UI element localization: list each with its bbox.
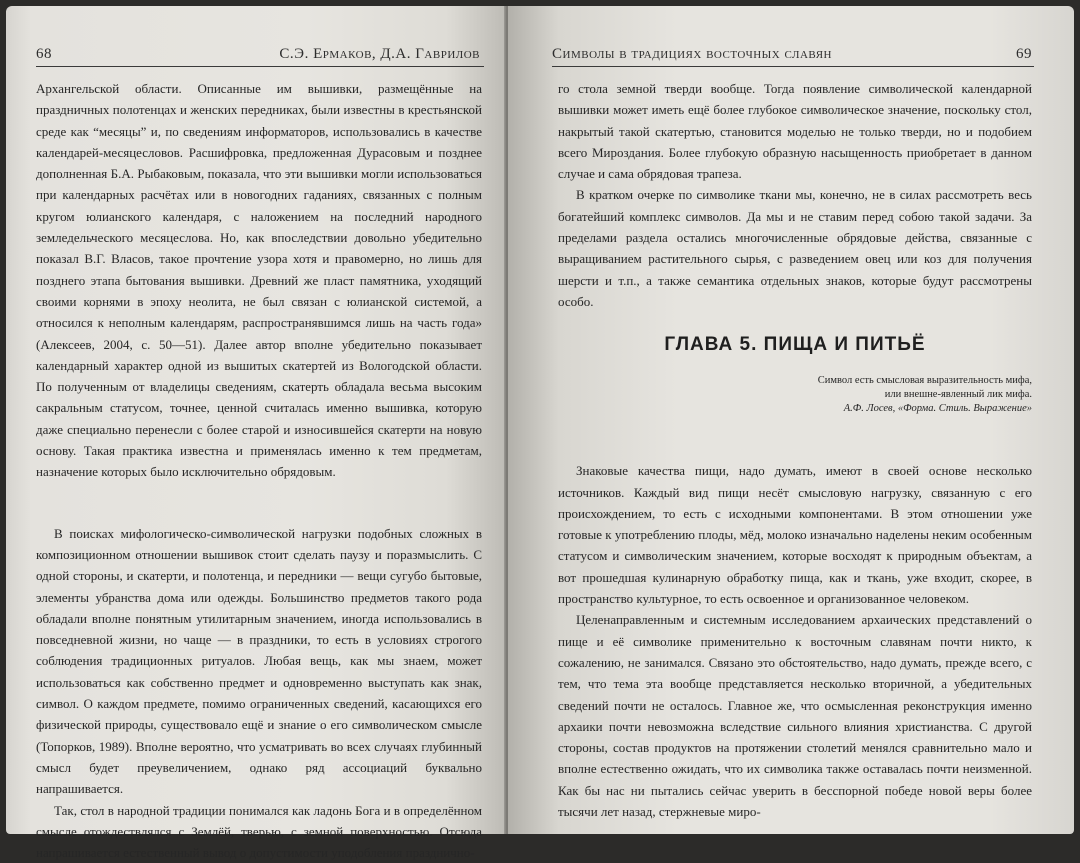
epigraph-source: А.Ф. Лосев, «Форма. Стиль. Выражение»: [558, 402, 1032, 416]
page-number-left: 68: [36, 46, 52, 63]
right-paragraph-1: го стола земной тверди вообще. Тогда появление символической календарной вышивки может иметь ещё более глубокое символическое значение, поскольку стол, накрытый такой скатертью, становится моделью не только тверди, но и подобием всего Мироздания. Более глубокую образную насыщенность приобретает в данном случае и сама обрядовая трапеза.: [558, 78, 1032, 184]
paragraph-gap: [36, 483, 482, 523]
header-rule-right: [552, 66, 1034, 67]
right-page: [508, 6, 1074, 834]
left-paragraph-2: В поисках мифологическо-символической нагрузки подобных сложных в композиционном отношении вышивок стоит сделать паузу и поразмыслить. С одной стороны, и скатерти, и полотенца, и передники — вещи сугубо бытовые, элементы убранства дома или одежды. Большинство предметов такого рода обладали вполне понятным утилитарным значением, иногда использовались в повседневной жизни, но чаще — в праздники, то есть в условиях строгого соблюдения традиционных ритуалов. Любая вещь, как мы знаем, может использоваться как собственно предмет и одновременно выступать как знак, символ. О каждом предмете, помимо ограниченных сведений, касающихся его физической природы, существовало ещё и знание о его символическом смысле (Топорков, 1989). Вполне вероятно, что усматривать во всех случаях глубинный смысл будет преувеличением, однако ряд ассоциаций буквально напрашивается.: [36, 523, 482, 800]
epigraph-line-1: Символ есть смысловая выразительность мифа,: [558, 374, 1032, 388]
page-number-right: 69: [1016, 46, 1032, 63]
right-text-block: [558, 78, 1032, 822]
left-paragraph-3: Так, стол в народной традиции понимался как ладонь Бога и в определённом смысле отождествлялся с Землёй, тверью, с земной поверхностью. Отсюда напрашивается естественный вывод о допустимости уподобления празднично-: [36, 800, 482, 863]
epigraph: [558, 374, 1032, 416]
right-paragraph-2: В кратком очерке по символике ткани мы, конечно, не в силах рассмотреть весь богатейший комплекс символов. Да мы и не ставим перед собою такой задачи. За пределами раздела остались многочисленные обрядовые действа, связанные с выращиванием растительного сырья, с разведением овец или коз для получения шерсти и т.п., а также семантика отдельных знаков, которые будут рассмотрены особо.: [558, 184, 1032, 312]
running-head-title: Символы в традициях восточных славян: [552, 46, 832, 63]
chapter-title: ГЛАВА 5. ПИЩА И ПИТЬЁ: [558, 334, 1032, 356]
epigraph-line-2: или внешне-явленный лик мифа.: [558, 388, 1032, 402]
running-head-authors: С.Э. Ермаков, Д.А. Гаврилов: [279, 46, 480, 63]
right-paragraph-4: Целенаправленным и системным исследованием архаических представлений о пище и её символике применительно к восточным славянам почти никто, к сожалению, не занимался. Связано это обстоятельство, надо думать, прежде всего, с тем, что тема эта вообще представляется несколько вторичной, а убедительных сведений почти не осталось. Главное же, что осмысленная реконструкция именно архаики почти невозможна вследствие сильного влияния христианства. С другой стороны, состав продуктов на протяжении столетий менялся сравнительно мало и вполне естественно ожидать, что их символика также оставалась почти неизменной. Как бы нас ни пытались сейчас уверить в бесспорной победе новой веры более тысячи лет назад, стержневые миро-: [558, 609, 1032, 822]
right-paragraph-3: Знаковые качества пищи, надо думать, имеют в своей основе несколько источников. Каждый вид пищи несёт смысловую нагрузку, связанную с его происхождением, то есть с исходными компонентами. В этом отношении уже готовые к употреблению плоды, мёд, молоко изначально наделены неким особенным статусом и символическим значением, которые восходят к природным объектам, а вот прошедшая кулинарную обработку пища, как и ткань, уже входит, скорее, в пространство культурное, то есть освоенное и организованное человеком.: [558, 460, 1032, 609]
left-text-block: [36, 78, 482, 863]
header-rule-left: [36, 66, 484, 67]
left-paragraph-1: Архангельской области. Описанные им вышивки, размещённые на праздничных полотенцах и женских передниках, были известны в крестьянской среде как “месяцы” и, по сведениям информаторов, использовались в качестве календарей-месяцесловов. Расшифровка, предложенная Дурасовым и позднее дополненная Б.А. Рыбаковым, показала, что эти вышивки могли использоваться при календарных расчётах или в новогодних гаданиях, связанных с полным кругом юлианского календаря, с наложением на последний народного земледельческого месяцеслова. Но, как впоследствии довольно убедительно показал В.Г. Власов, такое прочтение узора хотя и правомерно, но лишь для позднего этапа бытования вышивки. Древний же пласт памятника, уходящий своими корнями в эпоху неолита, не был связан с юлианской системой, а относился к неполным календарям, распространявшимся лишь на часть года» (Алексеев, 2004, с. 50—51). Далее автор вполне убедительно показывает календарный характер одной из вышитых скатертей из Вологодской области. По полученным от владелицы сведениям, скатерть обладала весьма высоким сакральным статусом, точнее, ценной считалась именно вышивка, которую даже специально перенесли с более старой и износившейся скатерти на новую основу. Такая практика известна и применялась именно к тем предметам, назначение которых было исключительно обрядовым.: [36, 78, 482, 483]
left-page: [6, 6, 506, 834]
